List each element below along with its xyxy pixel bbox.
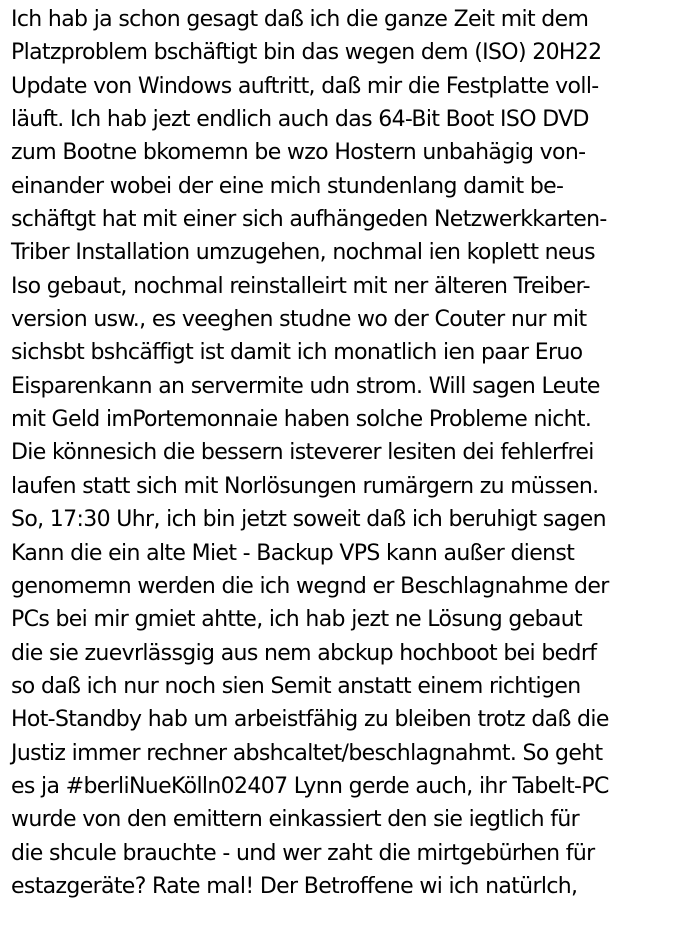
text-line-3: Update von Windows auftritt, daß mir die Festplatte voll-	[11, 73, 599, 99]
text-line-19: PCs bei mir gmiet ahtte, ich hab jezt ne Lösung gebaut	[11, 607, 582, 633]
text-line-15: laufen statt sich mit Norlösungen rumärgern zu müssen.	[11, 473, 599, 499]
text-line-6: einander wobei der eine mich stundenlang damit be-	[11, 173, 564, 199]
text-line-11: sichsbt bshcäffigt ist damit ich monatlich ien paar Eruo	[11, 340, 583, 366]
text-line-16: So, 17:30 Uhr, ich bin jetzt soweit daß ich beruhigt sagen	[11, 507, 606, 533]
text-line-23: Justiz immer rechner abshcaltet/beschlagnahmt. So geht	[11, 740, 603, 766]
text-line-7: schäftgt hat mit einer sich aufhängeden Netzwerkkarten-	[11, 207, 607, 233]
paragraph	[11, 3, 681, 903]
text-line-17: Kann die ein alte Miet - Backup VPS kann außer dienst	[11, 540, 575, 566]
text-line-22: Hot-Standby hab um arbeistfähig zu bleiben trotz daß die	[11, 707, 609, 733]
text-line-25: wurde von den emittern einkassiert den sie iegtlich für	[11, 807, 580, 833]
text-line-26: die shcule brauchte - und wer zaht die mirtgebürhen für	[11, 840, 595, 866]
text-line-9: Iso gebaut, nochmal reinstalleirt mit ner älteren Treiber-	[11, 273, 590, 299]
text-line-24: es ja #berliNueKölln02407 Lynn gerde auch, ihr Tabelt-PC	[11, 773, 609, 799]
text-line-8: Triber Installation umzugehen, nochmal ien koplett neus	[11, 240, 595, 266]
text-line-12: Eisparenkann an servermite udn strom. Will sagen Leute	[11, 373, 600, 399]
text-line-27: estazgeräte? Rate mal! Der Betroffene wi ich natürlch,	[11, 873, 578, 899]
text-line-4: läuft. Ich hab jezt endlich auch das 64-Bit Boot ISO DVD	[11, 107, 589, 133]
text-line-18: genomemn werden die ich wegnd er Beschlagnahme der	[11, 573, 609, 599]
text-line-2: Platzproblem bschäftigt bin das wegen dem (ISO) 20H22	[11, 40, 602, 66]
text-line-10: version usw., es veeghen studne wo der Couter nur mit	[11, 307, 587, 333]
text-line-13: mit Geld imPortemonnaie haben solche Probleme nicht.	[11, 407, 592, 433]
text-line-1: Ich hab ja schon gesagt daß ich die ganze Zeit mit dem	[11, 7, 589, 32]
text-line-20: die sie zuevrlässgig aus nem abckup hochboot bei bedrf	[11, 640, 597, 666]
text-line-21: so daß ich nur noch sien Semit anstatt einem richtigen	[11, 673, 581, 699]
text-line-5: zum Bootne bkomemn be wzo Hostern unbahägig von-	[11, 140, 586, 166]
text-line-14: Die könnesich die bessern isteverer lesiten dei fehlerfrei	[11, 440, 594, 466]
